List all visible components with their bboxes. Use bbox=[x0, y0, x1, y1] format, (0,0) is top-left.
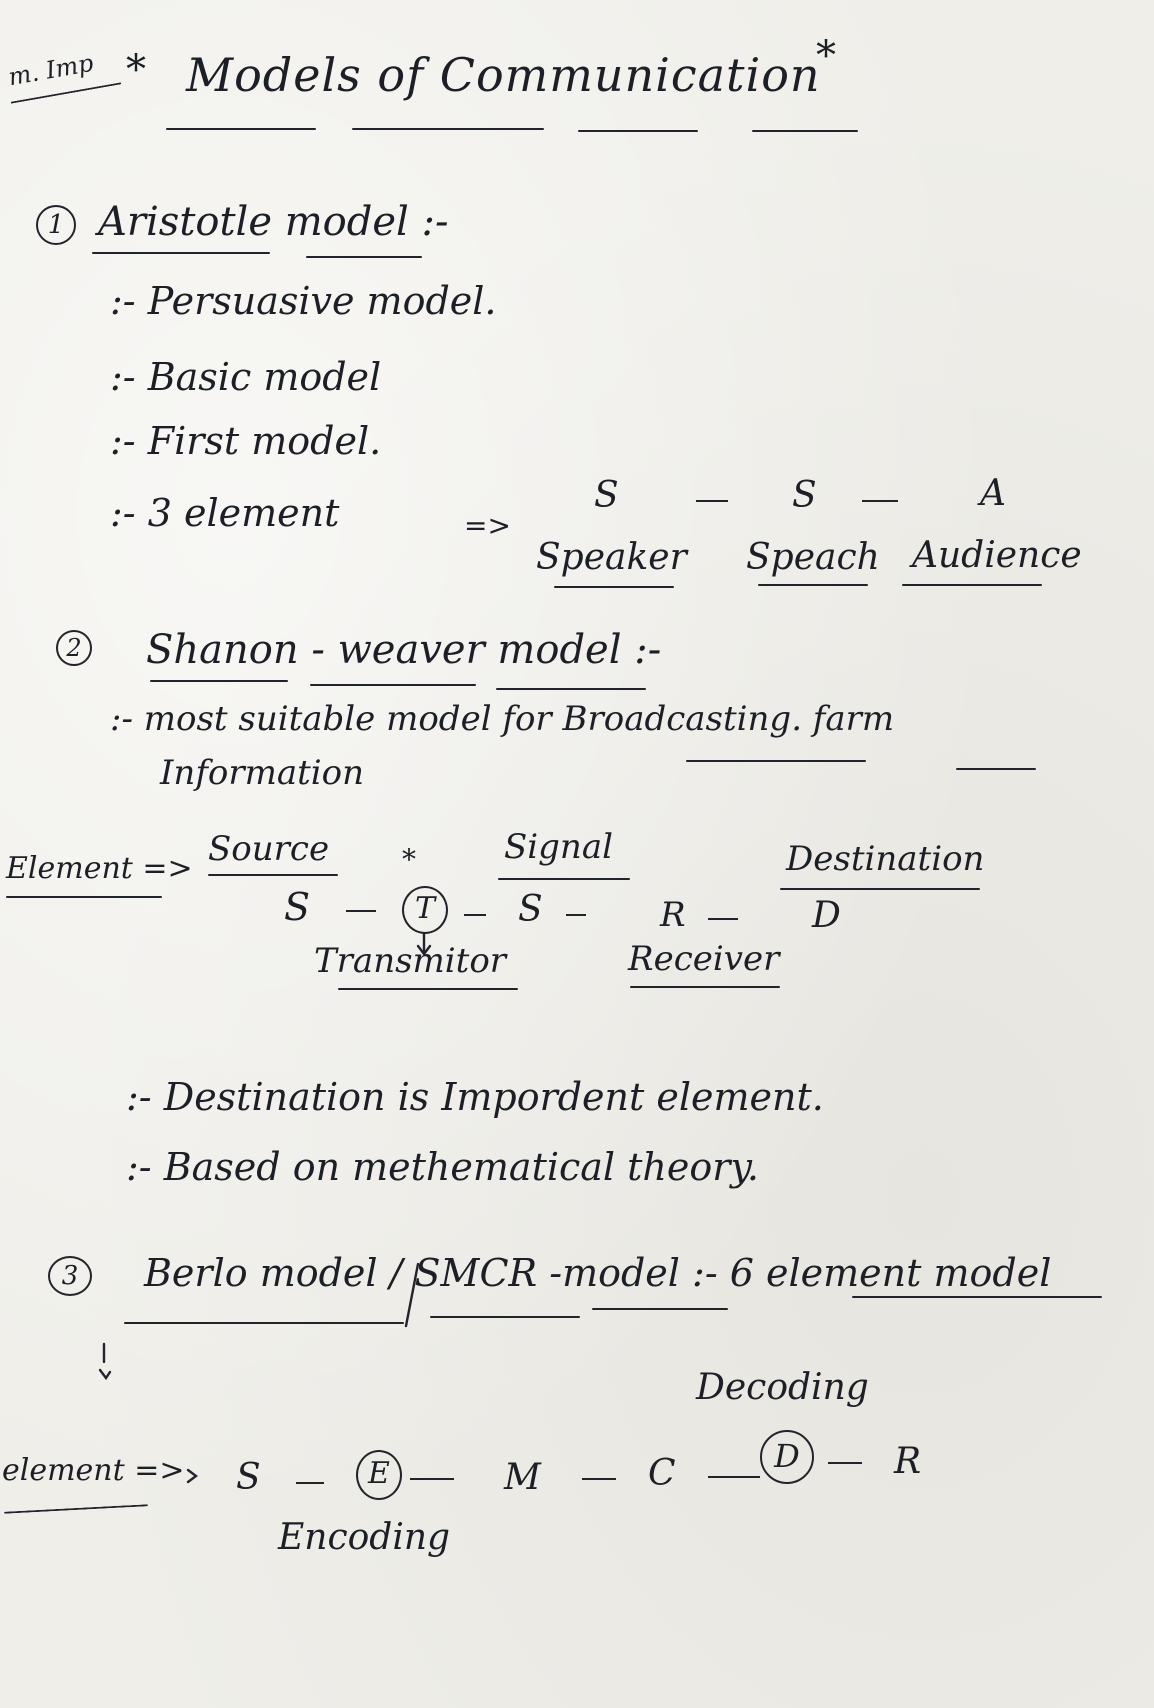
chain-channel: C bbox=[648, 1453, 676, 1494]
element-label: Element => bbox=[6, 851, 193, 886]
chain-destination: D bbox=[812, 895, 841, 936]
shannon-point-cont: Information bbox=[160, 753, 365, 793]
abbr-speech: S bbox=[792, 475, 817, 516]
title-star-right: * bbox=[816, 33, 836, 79]
shannon-heading: Shanon - weaver model :- bbox=[146, 627, 662, 673]
element-label-underline bbox=[6, 896, 162, 898]
label-encoding: Encoding bbox=[278, 1517, 451, 1558]
label-signal: Signal bbox=[504, 827, 613, 867]
label-source: Source bbox=[208, 829, 330, 869]
element-label: element => bbox=[2, 1453, 185, 1488]
abbr-speaker: S bbox=[594, 475, 619, 516]
connector bbox=[828, 1462, 862, 1464]
label-receiver: Receiver bbox=[628, 939, 780, 979]
element-underline bbox=[554, 586, 674, 588]
title-underline bbox=[578, 130, 698, 132]
heading-underline bbox=[430, 1316, 580, 1318]
label-decoding: Decoding bbox=[696, 1367, 869, 1408]
star-mark: * bbox=[402, 843, 416, 876]
element-audience: Audience bbox=[912, 535, 1082, 576]
element-speech: Speach bbox=[746, 537, 880, 578]
abbr-audience: A bbox=[980, 473, 1006, 514]
aristotle-point: :- First model. bbox=[110, 419, 382, 463]
aristotle-point: :- Basic model bbox=[110, 355, 382, 399]
heading-underline bbox=[496, 688, 646, 690]
chain-receiver: R bbox=[660, 895, 686, 935]
heading-underline bbox=[852, 1296, 1102, 1298]
destination-underline bbox=[780, 888, 980, 890]
heading-underline bbox=[92, 252, 270, 254]
page-title: Models of Communication bbox=[186, 48, 821, 102]
berlo-heading: Berlo model / SMCR -model :- 6 element model bbox=[144, 1251, 1052, 1295]
heading-underline bbox=[150, 680, 288, 682]
chain-message: M bbox=[504, 1457, 541, 1498]
connector bbox=[708, 1476, 760, 1478]
connector bbox=[464, 914, 486, 916]
connector bbox=[346, 910, 376, 912]
receiver-underline bbox=[630, 986, 780, 988]
connector bbox=[566, 914, 586, 916]
signal-underline bbox=[498, 878, 630, 880]
shannon-point: :- Based on methematical theory. bbox=[126, 1145, 759, 1189]
aristotle-point: :- Persuasive model. bbox=[110, 279, 497, 323]
element-speaker: Speaker bbox=[536, 537, 687, 578]
margin-note: m. Imp bbox=[6, 48, 96, 92]
chain-source: S bbox=[284, 885, 311, 929]
encoding-circle: E bbox=[356, 1450, 402, 1500]
heading-underline bbox=[592, 1308, 728, 1310]
element-underline bbox=[902, 584, 1042, 586]
section-number-1: 1 bbox=[36, 205, 76, 245]
title-underline bbox=[752, 130, 858, 132]
title-underline bbox=[166, 128, 316, 130]
connector bbox=[708, 918, 738, 920]
heading-underline bbox=[310, 684, 476, 686]
label-destination: Destination bbox=[786, 839, 985, 879]
transmitter-circle: T bbox=[402, 886, 448, 934]
chain-source: S bbox=[236, 1457, 261, 1498]
element-label-underline bbox=[4, 1504, 148, 1514]
shannon-point: :- most suitable model for Broadcasting. farm bbox=[110, 699, 895, 739]
label-transmitter: Transmitor bbox=[314, 941, 507, 981]
decoding-circle: D bbox=[760, 1430, 814, 1484]
arrow-symbol: => bbox=[464, 509, 511, 542]
connector bbox=[296, 1482, 324, 1484]
broadcasting-underline bbox=[686, 760, 866, 762]
chain-signal: S bbox=[518, 889, 543, 930]
shannon-point: :- Destination is Impordent element. bbox=[126, 1075, 824, 1119]
element-underline bbox=[758, 584, 868, 586]
source-underline bbox=[208, 874, 338, 876]
connector bbox=[696, 500, 728, 502]
transmitter-underline bbox=[338, 988, 518, 990]
title-underline bbox=[352, 128, 544, 130]
farm-underline bbox=[956, 768, 1036, 770]
aristotle-point: :- 3 element bbox=[110, 491, 340, 535]
heading-underline bbox=[124, 1322, 404, 1324]
chain-receiver: R bbox=[894, 1441, 922, 1482]
section-number-3: 3 bbox=[48, 1256, 92, 1296]
connector bbox=[862, 500, 898, 502]
connector bbox=[582, 1478, 616, 1480]
section-number-2: 2 bbox=[56, 630, 92, 666]
connector bbox=[410, 1478, 454, 1480]
title-star-left: * bbox=[126, 47, 146, 93]
heading-underline bbox=[306, 256, 422, 258]
aristotle-heading: Aristotle model :- bbox=[98, 199, 449, 245]
